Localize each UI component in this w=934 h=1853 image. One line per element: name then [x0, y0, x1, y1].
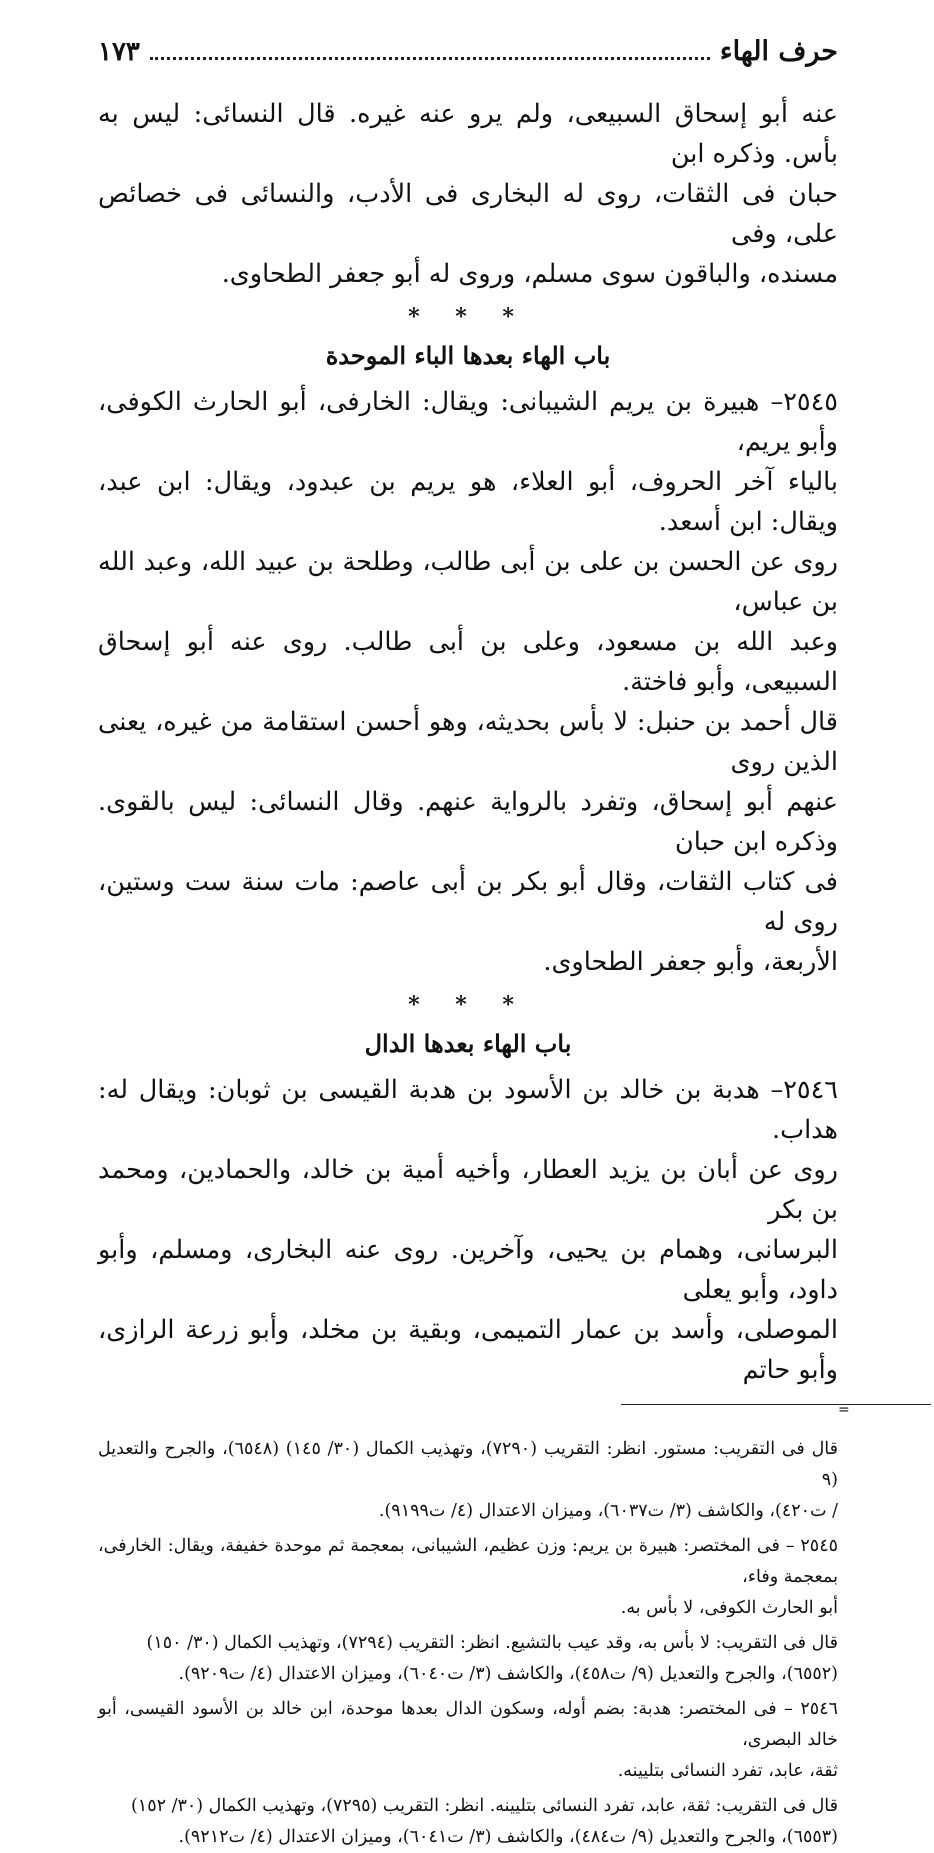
header-dot-leader	[150, 57, 710, 60]
footnote-line: قال فى التقريب: ثقة، عابد، تفرد النسائى بتليينه. انظر: التقريب (٧٢٩٥)، وتهذيب الكمال (٣٠/ ١٥٢)	[130, 1796, 838, 1816]
footnote-line: أبو الحارث الكوفى، لا بأس به.	[620, 1598, 838, 1618]
page-number: ١٧٣	[98, 37, 140, 67]
running-header	[98, 36, 838, 94]
footnote-line: ثقة، عابد، تفرد النسائى بتليينه.	[617, 1761, 838, 1781]
entry-line: روى عن أبان بن يزيد العطار، وأخيه أمية بن خالد، والحمادين، ومحمد بن بكر	[98, 1155, 838, 1225]
footnote-line: (٦٥٥٢)، والجرح والتعديل (٩/ ت٤٥٨)، والكاشف (٣/ ت٦٠٤٠)، وميزان الاعتدال (٤/ ت٩٢٠٩).	[178, 1664, 838, 1684]
footnote-rule	[621, 1404, 931, 1405]
entry-line: ٢٥٤٥– هبيرة بن يريم الشيبانى: ويقال: الخارفى، أبو الحارث الكوفى، وأبو يريم،	[98, 387, 838, 457]
footnote	[98, 1628, 838, 1690]
footnote-separator: =	[98, 1404, 838, 1430]
entry-line: الأربعة، وأبو جعفر الطحاوى.	[543, 947, 838, 977]
footnote-line: / ت٤٢٠)، والكاشف (٣/ ت٦٠٣٧)، وميزان الاعتدال (٤/ ت٩١٩٩).	[378, 1501, 838, 1521]
section-separator: * * *	[408, 992, 528, 1018]
section-separator: * * *	[408, 304, 528, 330]
footnote-line: (٦٥٥٣)، والجرح والتعديل (٩/ ت٤٨٤)، والكاشف (٣/ ت٦٠٤١)، وميزان الاعتدال (٤/ ت٩٢١٢).	[178, 1827, 838, 1847]
text-line: حبان فى الثقات، روى له البخارى فى الأدب، والنسائى فى خصائص على، وفى	[98, 179, 838, 249]
entry-line: روى عن الحسن بن على بن أبى طالب، وطلحة بن عبيد الله، وعبد الله بن عباس،	[98, 547, 838, 617]
footnote-line: قال فى التقريب: لا بأس به، وقد عيب بالتشيع. انظر: التقريب (٧٢٩٤)، وتهذيب الكمال (٣٠/ ١٥٠)	[146, 1633, 838, 1653]
entry-line: ٢٥٤٦– هدبة بن خالد بن الأسود بن هدبة القيسى بن ثوبان: ويقال له: هداب.	[98, 1075, 838, 1145]
section-title: حرف الهاء	[719, 36, 838, 67]
entry-line: عنهم أبو إسحاق، وتفرد بالرواية عنهم. وقال النسائى: ليس بالقوى. وذكره ابن حبان	[98, 787, 838, 857]
footnote-line: ٢٥٤٥ – فى المختصر: هبيرة بن يريم: وزن عظيم، الشيبانى، بمعجمة ثم موحدة خفيفة، ويقال: الخارفى، بمعجمة وفاء،	[98, 1536, 838, 1587]
chapter-heading: باب الهاء بعدها الباء الموحدة	[325, 341, 611, 370]
main-text	[98, 94, 838, 1390]
entry-line: فى كتاب الثقات، وقال أبو بكر بن أبى عاصم: مات سنة ست وستين، روى له	[98, 867, 838, 937]
footnote	[98, 1531, 838, 1624]
text-line: عنه أبو إسحاق السبيعى، ولم يرو عنه غيره. قال النسائى: ليس به بأس. وذكره ابن	[98, 99, 838, 169]
footnote	[98, 1434, 838, 1527]
footnote	[98, 1694, 838, 1787]
footnotes	[98, 1434, 838, 1853]
entry-line: البرسانى، وهمام بن يحيى، وآخرين. روى عنه البخارى، ومسلم، وأبو داود، وأبو يعلى	[98, 1235, 838, 1305]
entry-line: قال أحمد بن حنبل: لا بأس بحديثه، وهو أحسن استقامة من غيره، يعنى الذين روى	[98, 707, 838, 777]
entry-line: وعبد الله بن مسعود، وعلى بن أبى طالب. روى عنه أبو إسحاق السبيعى، وأبو فاختة.	[98, 627, 838, 697]
text-line: مسنده، والباقون سوى مسلم، وروى له أبو جعفر الطحاوى.	[221, 259, 838, 289]
entry-line: الموصلى، وأسد بن عمار التميمى، وبقية بن مخلد، وأبو زرعة الرازى، وأبو حاتم	[98, 1315, 838, 1385]
chapter-heading: باب الهاء بعدها الدال	[364, 1029, 572, 1058]
footnote	[98, 1791, 838, 1853]
entry-line: بالياء آخر الحروف، أبو العلاء، هو يريم بن عبدود، ويقال: ابن عبد، ويقال: ابن أسعد.	[98, 467, 838, 537]
footnote-line: قال فى التقريب: مستور. انظر: التقريب (٧٢٩٠)، وتهذيب الكمال (٣٠/ ١٤٥) (٦٥٤٨)، والجرح والتعديل (٩	[98, 1439, 838, 1490]
footnote-line: ٢٥٤٦ – فى المختصر: هدبة: بضم أوله، وسكون الدال بعدها موحدة، ابن خالد بن الأسود القيسى، أبو خالد البصرى،	[98, 1699, 838, 1750]
